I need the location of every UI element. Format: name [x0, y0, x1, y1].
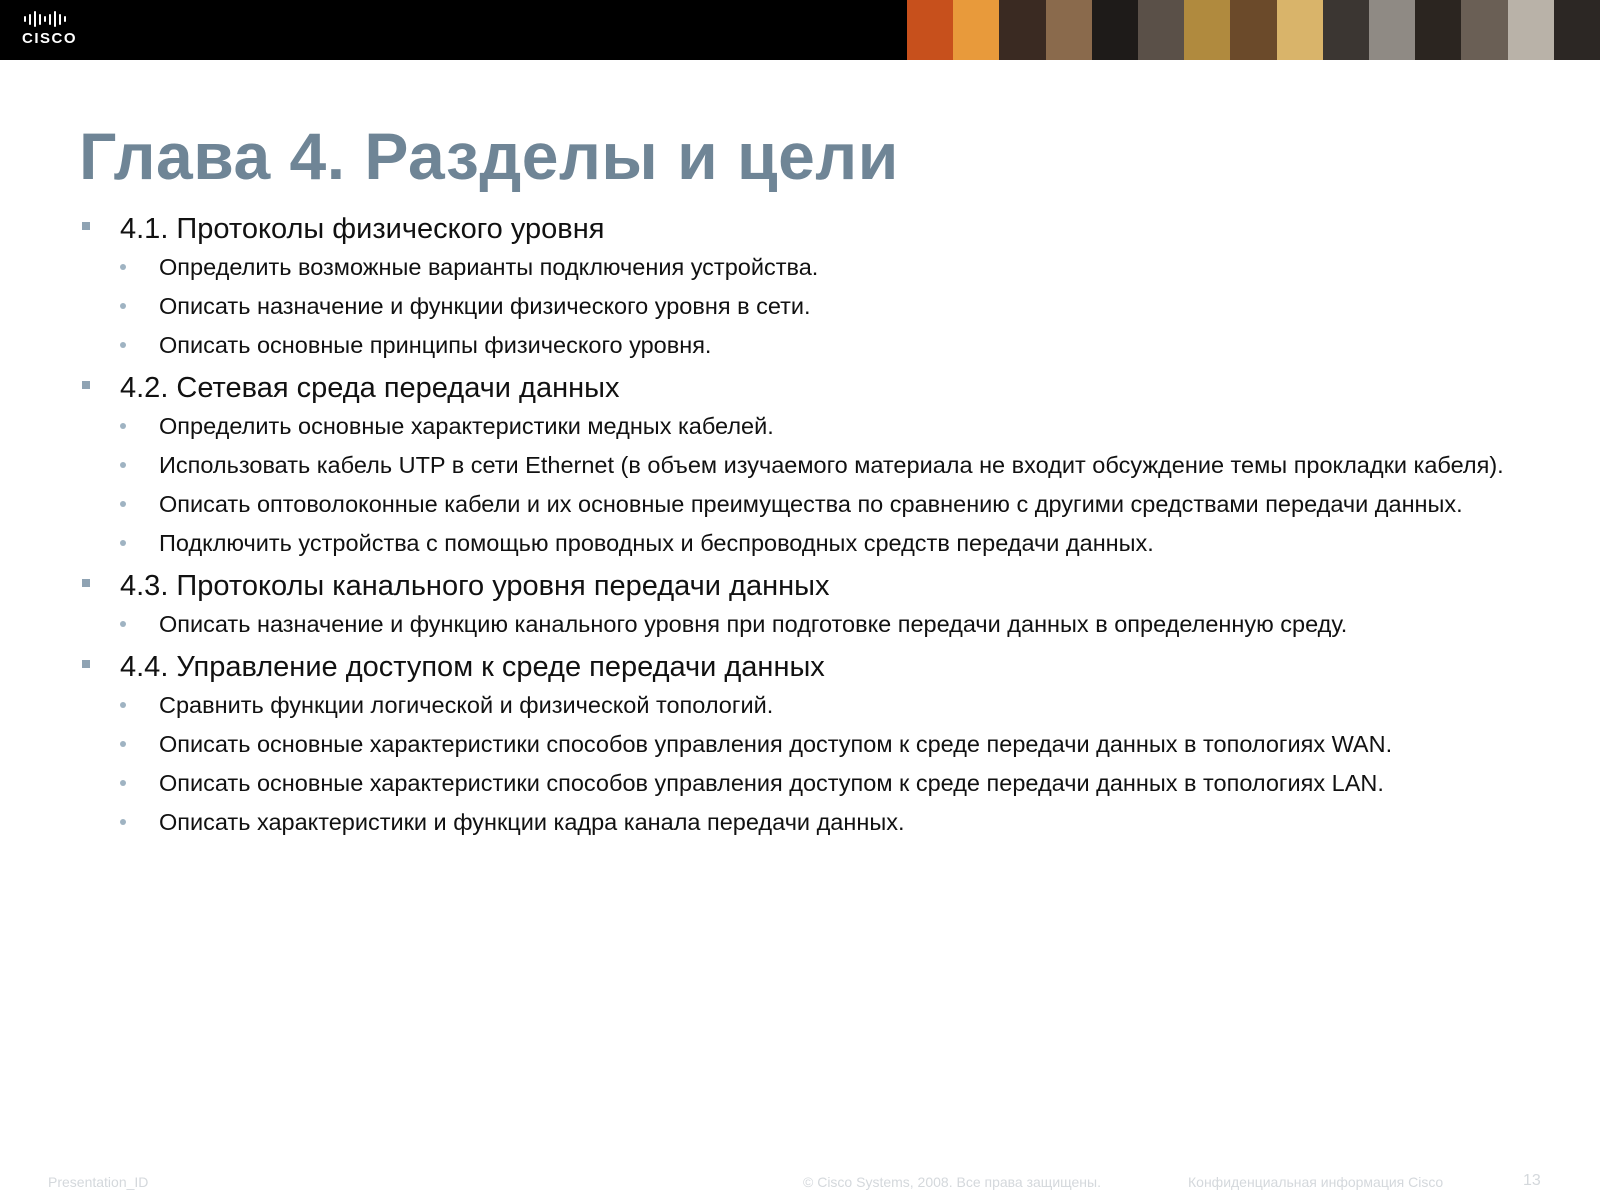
objective-text: Определить возможные варианты подключения устройства.: [159, 254, 819, 280]
section-heading-text: 4.1. Протоколы физического уровня: [120, 213, 605, 245]
square-bullet-icon: [82, 222, 90, 230]
objective-text: Описать основные характеристики способов управления доступом к среде передачи данных в топологиях WAN.: [159, 731, 1393, 757]
objective-item: [79, 252, 1529, 282]
photo-strip-tile: [1369, 0, 1415, 60]
dot-bullet-icon: [120, 501, 126, 507]
dot-bullet-icon: [120, 540, 126, 546]
photo-strip-tile: [953, 0, 999, 60]
objective-item: [79, 807, 1529, 837]
photo-strip-tile: [1138, 0, 1184, 60]
objective-item: [79, 291, 1529, 321]
footer-copyright: © Cisco Systems, 2008. Все права защищены.: [803, 1174, 1101, 1190]
dot-bullet-icon: [120, 342, 126, 348]
photo-strip-tile: [1554, 0, 1600, 60]
dot-bullet-icon: [120, 702, 126, 708]
photo-strip-tile: [1323, 0, 1369, 60]
photo-strip-tile: [1092, 0, 1138, 60]
objective-text: Описать характеристики и функции кадра канала передачи данных.: [159, 809, 905, 835]
section-heading-text: 4.2. Сетевая среда передачи данных: [120, 372, 620, 404]
footer-presentation-id: Presentation_ID: [48, 1174, 149, 1190]
section-heading: [79, 210, 1529, 248]
objective-text: Сравнить функции логической и физической топологий.: [159, 692, 774, 718]
objective-item: [79, 528, 1529, 558]
header-photo-strip: [907, 0, 1600, 60]
square-bullet-icon: [82, 660, 90, 668]
photo-strip-tile: [1508, 0, 1554, 60]
dot-bullet-icon: [120, 423, 126, 429]
objective-text: Описать назначение и функцию канального уровня при подготовке передачи данных в определенную среду.: [159, 611, 1348, 637]
photo-strip-tile: [1461, 0, 1507, 60]
dot-bullet-icon: [120, 741, 126, 747]
square-bullet-icon: [82, 381, 90, 389]
photo-strip-tile: [907, 0, 953, 60]
footer-confidential: Конфиденциальная информация Cisco: [1188, 1174, 1444, 1190]
photo-strip-tile: [1277, 0, 1323, 60]
objective-item: [79, 690, 1529, 720]
section: [79, 369, 1529, 558]
objective-item: [79, 450, 1529, 480]
objective-item: [79, 729, 1529, 759]
objective-text: Описать основные характеристики способов управления доступом к среде передачи данных в топологиях LAN.: [159, 770, 1384, 796]
dot-bullet-icon: [120, 462, 126, 468]
cisco-logo: [22, 10, 92, 50]
footer-page-number: 13: [1523, 1172, 1541, 1189]
objective-text: Использовать кабель UTP в сети Ethernet (в объем изучаемого материала не входит обсуждение темы прокладки кабеля).: [159, 452, 1504, 478]
dot-bullet-icon: [120, 264, 126, 270]
dot-bullet-icon: [120, 621, 126, 627]
objective-item: [79, 411, 1529, 441]
photo-strip-tile: [1184, 0, 1230, 60]
section-heading-text: 4.4. Управление доступом к среде передачи данных: [120, 651, 825, 683]
section-heading: [79, 567, 1529, 605]
section: [79, 648, 1529, 837]
section-heading: [79, 648, 1529, 686]
photo-strip-tile: [1230, 0, 1276, 60]
dot-bullet-icon: [120, 303, 126, 309]
objective-text: Описать основные принципы физического уровня.: [159, 332, 712, 358]
cisco-logo-bars-icon: [24, 10, 92, 28]
objective-item: [79, 768, 1529, 798]
objective-item: [79, 609, 1529, 639]
top-banner: [0, 0, 1600, 60]
square-bullet-icon: [82, 579, 90, 587]
section-heading: [79, 369, 1529, 407]
cisco-logo-text: CISCO: [22, 30, 78, 47]
dot-bullet-icon: [120, 780, 126, 786]
section: [79, 210, 1529, 360]
objective-text: Описать оптоволоконные кабели и их основные преимущества по сравнению с другими средствами передачи данных.: [159, 491, 1463, 517]
section: [79, 567, 1529, 639]
objective-item: [79, 489, 1529, 519]
slide-title: Глава 4. Разделы и цели: [79, 119, 899, 193]
photo-strip-tile: [1415, 0, 1461, 60]
section-heading-text: 4.3. Протоколы канального уровня передачи данных: [120, 570, 830, 602]
photo-strip-tile: [999, 0, 1045, 60]
objectives-list: [79, 210, 1529, 846]
objective-item: [79, 330, 1529, 360]
photo-strip-tile: [1046, 0, 1092, 60]
objective-text: Подключить устройства с помощью проводных и беспроводных средств передачи данных.: [159, 530, 1154, 556]
objective-text: Описать назначение и функции физического уровня в сети.: [159, 293, 811, 319]
slide-footer: [0, 1160, 1600, 1200]
objective-text: Определить основные характеристики медных кабелей.: [159, 413, 774, 439]
dot-bullet-icon: [120, 819, 126, 825]
